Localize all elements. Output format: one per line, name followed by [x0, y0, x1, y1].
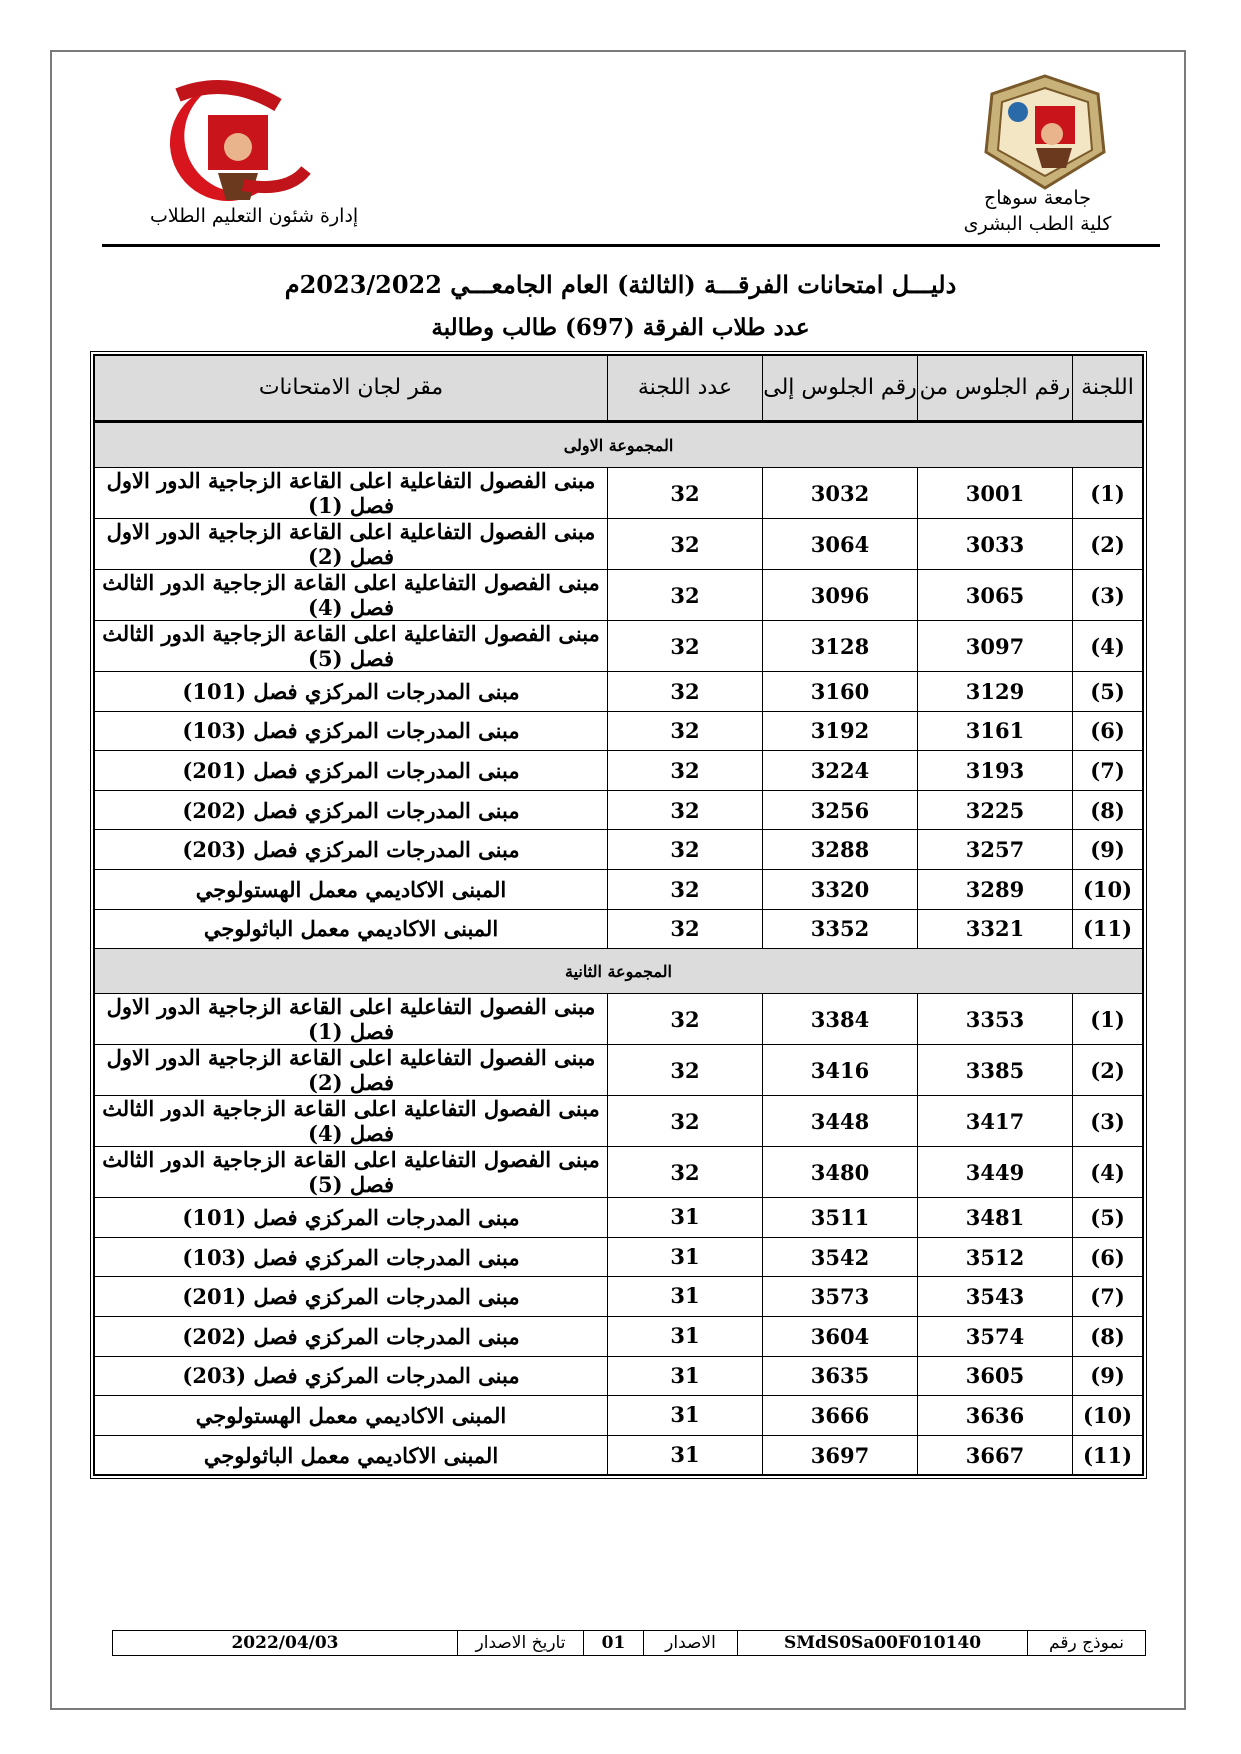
- seat-from: 3257: [918, 830, 1073, 870]
- committee-number: (3): [1073, 1096, 1143, 1147]
- committee-location: المبنى الاكاديمي معمل الباثولوجي: [95, 1435, 608, 1475]
- header-divider: [102, 244, 1160, 247]
- exam-committees-table: [90, 351, 1147, 1479]
- header-location: مقر لجان الامتحانات: [95, 356, 608, 422]
- committee-location: مبنى الفصول التفاعلية اعلى القاعة الزجاجية الدور الثالث فصل (4): [95, 1096, 608, 1147]
- seat-to: 3448: [763, 1096, 918, 1147]
- seat-from: 3161: [918, 711, 1073, 751]
- table-row: [95, 1096, 1143, 1147]
- committee-number: (10): [1073, 1396, 1143, 1436]
- seat-to: 3288: [763, 830, 918, 870]
- group-header-row: [95, 422, 1143, 468]
- committee-location: مبنى المدرجات المركزي فصل (203): [95, 830, 608, 870]
- group-name: المجموعة الاولى: [95, 422, 1143, 468]
- seat-to: 3256: [763, 790, 918, 830]
- committee-count: 32: [608, 830, 763, 870]
- committee-number: (7): [1073, 751, 1143, 791]
- form-number-label: نموذج رقم: [1028, 1631, 1146, 1656]
- seat-to: 3604: [763, 1316, 918, 1356]
- committee-count: 32: [608, 994, 763, 1045]
- faculty-logo: [118, 75, 318, 205]
- seat-from: 3065: [918, 570, 1073, 621]
- committee-location: مبنى المدرجات المركزي فصل (202): [95, 790, 608, 830]
- seat-from: 3605: [918, 1356, 1073, 1396]
- committee-count: 31: [608, 1277, 763, 1317]
- committee-count: 32: [608, 790, 763, 830]
- committee-location: مبنى الفصول التفاعلية اعلى القاعة الزجاجية الدور الاول فصل (1): [95, 994, 608, 1045]
- committee-number: (1): [1073, 994, 1143, 1045]
- seat-to: 3511: [763, 1198, 918, 1238]
- committee-count: 31: [608, 1396, 763, 1436]
- committee-count: 32: [608, 869, 763, 909]
- table-row: [95, 1277, 1143, 1317]
- committee-location: المبنى الاكاديمي معمل الهستولوجي: [95, 1396, 608, 1436]
- committee-count: 31: [608, 1435, 763, 1475]
- committee-count: 32: [608, 672, 763, 712]
- committee-count: 32: [608, 751, 763, 791]
- committee-number: (1): [1073, 468, 1143, 519]
- seat-from: 3289: [918, 869, 1073, 909]
- committee-count: 31: [608, 1237, 763, 1277]
- committee-location: مبنى الفصول التفاعلية اعلى القاعة الزجاجية الدور الاول فصل (2): [95, 519, 608, 570]
- seat-from: 3543: [918, 1277, 1073, 1317]
- seat-from: 3129: [918, 672, 1073, 712]
- table-row: [95, 1396, 1143, 1436]
- table-row: [95, 1316, 1143, 1356]
- table-row: [95, 1237, 1143, 1277]
- table-row: [95, 790, 1143, 830]
- committee-location: مبنى الفصول التفاعلية اعلى القاعة الزجاجية الدور الاول فصل (2): [95, 1045, 608, 1096]
- seat-from: 3449: [918, 1147, 1073, 1198]
- committee-location: مبنى المدرجات المركزي فصل (101): [95, 1198, 608, 1238]
- committee-location: مبنى الفصول التفاعلية اعلى القاعة الزجاجية الدور الثالث فصل (4): [95, 570, 608, 621]
- table-row: [95, 711, 1143, 751]
- university-seal: [980, 72, 1110, 192]
- seat-to: 3032: [763, 468, 918, 519]
- university-name: جامعة سوهاج: [984, 187, 1091, 209]
- seat-from: 3385: [918, 1045, 1073, 1096]
- header-committee: اللجنة: [1073, 356, 1143, 422]
- seat-from: 3353: [918, 994, 1073, 1045]
- seat-to: 3542: [763, 1237, 918, 1277]
- header-seat-from: رقم الجلوس من: [918, 356, 1073, 422]
- form-number: SMdS0Sa00F010140: [738, 1631, 1028, 1656]
- table-row: [95, 1435, 1143, 1475]
- committee-number: (7): [1073, 1277, 1143, 1317]
- committee-count: 32: [608, 570, 763, 621]
- seat-from: 3321: [918, 909, 1073, 949]
- table-row: [95, 1198, 1143, 1238]
- version-value: 01: [584, 1631, 644, 1656]
- seat-to: 3573: [763, 1277, 918, 1317]
- seat-from: 3667: [918, 1435, 1073, 1475]
- seat-to: 3224: [763, 751, 918, 791]
- table-row: [95, 909, 1143, 949]
- committee-number: (3): [1073, 570, 1143, 621]
- seat-from: 3225: [918, 790, 1073, 830]
- committee-count: 32: [608, 1147, 763, 1198]
- seat-from: 3636: [918, 1396, 1073, 1436]
- seat-to: 3666: [763, 1396, 918, 1436]
- committee-number: (9): [1073, 830, 1143, 870]
- header-count: عدد اللجنة: [608, 356, 763, 422]
- table-row: [95, 468, 1143, 519]
- committee-location: مبنى الفصول التفاعلية اعلى القاعة الزجاجية الدور الاول فصل (1): [95, 468, 608, 519]
- table-row: [95, 830, 1143, 870]
- committee-count: 32: [608, 1096, 763, 1147]
- committee-count: 32: [608, 711, 763, 751]
- seat-to: 3635: [763, 1356, 918, 1396]
- seat-to: 3480: [763, 1147, 918, 1198]
- seat-to: 3192: [763, 711, 918, 751]
- committee-location: مبنى المدرجات المركزي فصل (203): [95, 1356, 608, 1396]
- table-row: [95, 994, 1143, 1045]
- table-body: [95, 422, 1143, 1475]
- seat-from: 3097: [918, 621, 1073, 672]
- committee-location: مبنى الفصول التفاعلية اعلى القاعة الزجاجية الدور الثالث فصل (5): [95, 1147, 608, 1198]
- committee-count: 32: [608, 621, 763, 672]
- committee-number: (5): [1073, 1198, 1143, 1238]
- committee-number: (10): [1073, 869, 1143, 909]
- table-row: [95, 621, 1143, 672]
- committee-number: (6): [1073, 711, 1143, 751]
- committee-number: (2): [1073, 519, 1143, 570]
- committee-count: 31: [608, 1316, 763, 1356]
- group-header-row: [95, 949, 1143, 994]
- committee-number: (11): [1073, 909, 1143, 949]
- seat-to: 3697: [763, 1435, 918, 1475]
- seat-from: 3417: [918, 1096, 1073, 1147]
- committee-location: مبنى المدرجات المركزي فصل (103): [95, 1237, 608, 1277]
- table-row: [95, 869, 1143, 909]
- seat-from: 3033: [918, 519, 1073, 570]
- table-row: [95, 672, 1143, 712]
- seat-from: 3481: [918, 1198, 1073, 1238]
- seat-to: 3160: [763, 672, 918, 712]
- seat-from: 3193: [918, 751, 1073, 791]
- table-row: [95, 519, 1143, 570]
- committee-location: المبنى الاكاديمي معمل الهستولوجي: [95, 869, 608, 909]
- committee-number: (8): [1073, 790, 1143, 830]
- seat-to: 3352: [763, 909, 918, 949]
- committee-count: 31: [608, 1356, 763, 1396]
- table-row: [95, 1045, 1143, 1096]
- committee-location: مبنى المدرجات المركزي فصل (201): [95, 751, 608, 791]
- committee-location: المبنى الاكاديمي معمل الباثولوجي: [95, 909, 608, 949]
- group-name: المجموعة الثانية: [95, 949, 1143, 994]
- committee-location: مبنى الفصول التفاعلية اعلى القاعة الزجاجية الدور الثالث فصل (5): [95, 621, 608, 672]
- seat-to: 3320: [763, 869, 918, 909]
- table-row: [95, 751, 1143, 791]
- committee-location: مبنى المدرجات المركزي فصل (202): [95, 1316, 608, 1356]
- committee-location: مبنى المدرجات المركزي فصل (103): [95, 711, 608, 751]
- seat-to: 3128: [763, 621, 918, 672]
- committee-count: 32: [608, 909, 763, 949]
- committee-number: (4): [1073, 1147, 1143, 1198]
- committee-count: 32: [608, 519, 763, 570]
- table-row: [95, 1356, 1143, 1396]
- header-seat-to: رقم الجلوس إلى: [763, 356, 918, 422]
- seat-to: 3416: [763, 1045, 918, 1096]
- seat-to: 3096: [763, 570, 918, 621]
- committee-location: مبنى المدرجات المركزي فصل (101): [95, 672, 608, 712]
- seat-from: 3574: [918, 1316, 1073, 1356]
- seat-to: 3384: [763, 994, 918, 1045]
- issue-date-label: تاريخ الاصدار: [458, 1631, 584, 1656]
- seat-to: 3064: [763, 519, 918, 570]
- department-name: إدارة شئون التعليم الطلاب: [150, 205, 359, 227]
- form-footer: [112, 1630, 1146, 1656]
- committee-location: مبنى المدرجات المركزي فصل (201): [95, 1277, 608, 1317]
- committee-count: 32: [608, 1045, 763, 1096]
- committee-number: (9): [1073, 1356, 1143, 1396]
- version-label: الاصدار: [644, 1631, 738, 1656]
- table-row: [95, 1147, 1143, 1198]
- committee-number: (11): [1073, 1435, 1143, 1475]
- committee-number: (2): [1073, 1045, 1143, 1096]
- document-subtitle: عدد طلاب الفرقة (697) طالب وطالبة: [431, 314, 810, 341]
- university-block: [960, 185, 1115, 237]
- seat-from: 3001: [918, 468, 1073, 519]
- committee-count: 32: [608, 468, 763, 519]
- document-title: دليـــل امتحانات الفرقـــة (الثالثة) العام الجامعـــي 2023/2022م: [284, 270, 957, 299]
- table-row: [95, 570, 1143, 621]
- committee-number: (6): [1073, 1237, 1143, 1277]
- committee-number: (5): [1073, 672, 1143, 712]
- committee-number: (8): [1073, 1316, 1143, 1356]
- committee-count: 31: [608, 1198, 763, 1238]
- seat-from: 3512: [918, 1237, 1073, 1277]
- committee-number: (4): [1073, 621, 1143, 672]
- faculty-name: كلية الطب البشرى: [963, 213, 1112, 235]
- issue-date: 2022/04/03: [113, 1631, 458, 1656]
